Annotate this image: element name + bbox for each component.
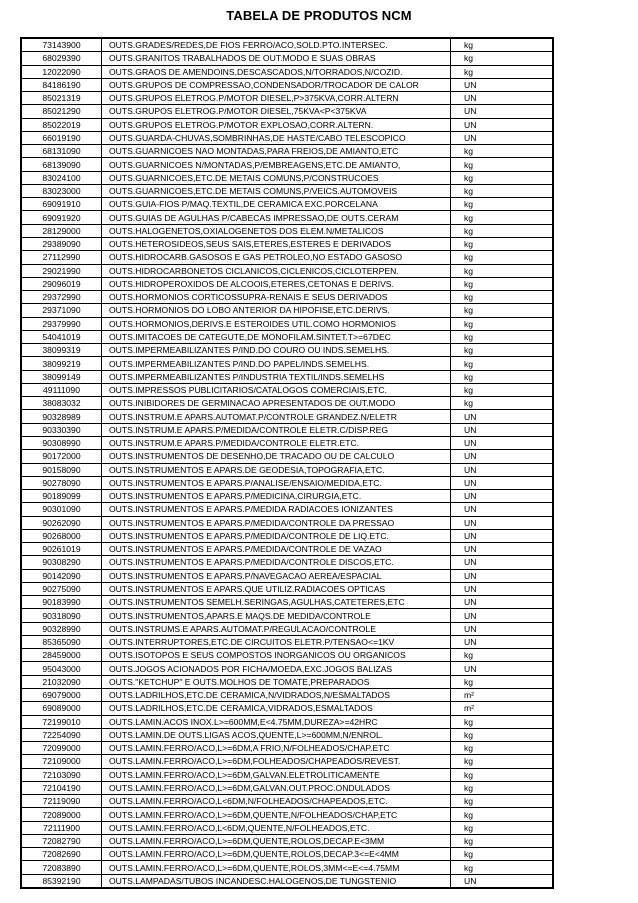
ncm-code-cell: 12022090 bbox=[22, 65, 102, 78]
ncm-code-cell: 90262090 bbox=[22, 516, 102, 529]
unit-cell: kg bbox=[451, 768, 553, 781]
ncm-code-cell: 29096019 bbox=[22, 277, 102, 290]
product-description-cell: OUTS.GUARNICOES NAO MONTADAS,PARA FREIOS,DE AMIANTO,ETC bbox=[102, 145, 451, 158]
product-description-cell: OUTS.INSTRUMENTOS E APARS.P/MEDIDA/CONTROLE DA PRESSAO bbox=[102, 516, 451, 529]
product-description-cell: OUTS.INSTRUMENTOS E APARS.P/MEDIDA RADIACOES IONIZANTES bbox=[102, 503, 451, 516]
table-row bbox=[22, 874, 553, 887]
unit-cell: kg bbox=[451, 795, 553, 808]
product-description-cell: OUTS.INSTRUMENTOS DE DESENHO,DE TRACADO OU DE CALCULO bbox=[102, 450, 451, 463]
unit-cell: kg bbox=[451, 675, 553, 688]
ncm-code-cell: 72111900 bbox=[22, 821, 102, 834]
ncm-code-cell: 90278090 bbox=[22, 476, 102, 489]
product-description-cell: OUTS.LAMIN.FERRO/ACO,L>=6DM,A FRIO,N/FOLHEADOS/CHAP.ETC bbox=[102, 742, 451, 755]
unit-cell: UN bbox=[451, 635, 553, 648]
unit-cell: kg bbox=[451, 317, 553, 330]
table-row bbox=[22, 622, 553, 635]
table-row bbox=[22, 662, 553, 675]
product-description-cell: OUTS.LAMIN.ACOS INOX.L>=600MM,E<4.75MM,DUREZA>=42HRC bbox=[102, 715, 451, 728]
unit-cell: kg bbox=[451, 370, 553, 383]
table-row bbox=[22, 184, 553, 197]
unit-cell: kg bbox=[451, 291, 553, 304]
ncm-code-cell: 27112990 bbox=[22, 251, 102, 264]
table-row bbox=[22, 463, 553, 476]
table-row bbox=[22, 476, 553, 489]
unit-cell: UN bbox=[451, 92, 553, 105]
product-description-cell: OUTS.HETEROSIDEOS,SEUS SAIS,ETERES,ESTERES E DERIVADOS bbox=[102, 237, 451, 250]
unit-cell: UN bbox=[451, 105, 553, 118]
unit-cell: UN bbox=[451, 503, 553, 516]
product-description-cell: OUTS.INSTRUM.E APARS.P/MEDIDA/CONTROLE ELETR.ETC. bbox=[102, 436, 451, 449]
table-row bbox=[22, 556, 553, 569]
table-row bbox=[22, 755, 553, 768]
unit-cell: kg bbox=[451, 158, 553, 171]
ncm-code-cell: 72083890 bbox=[22, 861, 102, 874]
table-row bbox=[22, 834, 553, 847]
unit-cell: kg bbox=[451, 821, 553, 834]
ncm-code-cell: 90189099 bbox=[22, 490, 102, 503]
ncm-code-cell: 72103090 bbox=[22, 768, 102, 781]
table-row bbox=[22, 490, 553, 503]
table-row bbox=[22, 596, 553, 609]
product-description-cell: OUTS.LAMIN.FERRO/ACO,L>=6DM,QUENTE,ROLOS,DECAP.E<3MM bbox=[102, 834, 451, 847]
unit-cell: UN bbox=[451, 450, 553, 463]
table-row bbox=[22, 436, 553, 449]
ncm-code-cell: 90328989 bbox=[22, 410, 102, 423]
table-row bbox=[22, 543, 553, 556]
ncm-code-cell: 29021990 bbox=[22, 264, 102, 277]
product-description-cell: OUTS.HORMONIOS DO LOBO ANTERIOR DA HIPOFISE,ETC.DERIVS. bbox=[102, 304, 451, 317]
ncm-code-cell: 66019190 bbox=[22, 131, 102, 144]
table-row bbox=[22, 304, 553, 317]
table-row bbox=[22, 649, 553, 662]
product-description-cell: OUTS.GRUPOS ELETROG.P/MOTOR DIESEL,75KVA<P<375KVA bbox=[102, 105, 451, 118]
product-description-cell: OUTS.INSTRUMENTOS E APARS.P/MEDICINA,CIRURGIA,ETC. bbox=[102, 490, 451, 503]
product-description-cell: OUTS.LAMIN.FERRO/ACO,L>=6DM,QUENTE,N/FOLHEADOS/CHAP,ETC bbox=[102, 808, 451, 821]
product-description-cell: OUTS.INSTRUMENTOS,APARS.E MAQS.DE MEDIDA/CONTROLE bbox=[102, 609, 451, 622]
ncm-table-frame bbox=[20, 37, 554, 889]
product-description-cell: OUTS.GRUPOS ELETROG.P/MOTOR EXPLOSAO,CORR.ALTERN. bbox=[102, 118, 451, 131]
product-description-cell: OUTS.HIDROPEROXIDOS DE ALCOOIS,ETERES,CETONAS E DERIVS. bbox=[102, 277, 451, 290]
unit-cell: UN bbox=[451, 490, 553, 503]
ncm-code-cell: 90308290 bbox=[22, 556, 102, 569]
ncm-code-cell: 83023000 bbox=[22, 184, 102, 197]
ncm-code-cell: 73143900 bbox=[22, 39, 102, 52]
table-row bbox=[22, 410, 553, 423]
table-row bbox=[22, 52, 553, 65]
ncm-code-cell: 90142090 bbox=[22, 569, 102, 582]
ncm-code-cell: 90183990 bbox=[22, 596, 102, 609]
ncm-code-cell: 84186190 bbox=[22, 78, 102, 91]
product-description-cell: OUTS.JOGOS ACIONADOS POR FICHA/MOEDA,EXC.JOGOS BALIZAS bbox=[102, 662, 451, 675]
unit-cell: kg bbox=[451, 649, 553, 662]
product-description-cell: OUTS.IMPRESSOS PUBLICITARIOS/CATALOGOS COMERCIAIS,ETC. bbox=[102, 383, 451, 396]
unit-cell: kg bbox=[451, 344, 553, 357]
table-row bbox=[22, 264, 553, 277]
unit-cell: kg bbox=[451, 184, 553, 197]
unit-cell: kg bbox=[451, 742, 553, 755]
table-row bbox=[22, 861, 553, 874]
table-row bbox=[22, 237, 553, 250]
product-description-cell: OUTS.LAMIN.FERRO/ACO,L>=6DM,GALVAN.ELETROLITICAMENTE bbox=[102, 768, 451, 781]
product-description-cell: OUTS.GUARNICOES N/MONTADAS,P/EMBREAGENS,ETC.DE AMIANTO, bbox=[102, 158, 451, 171]
product-description-cell: OUTS.IMITACOES DE CATEGUTE,DE MONOFILAM.SINTET.T>=67DEC bbox=[102, 330, 451, 343]
ncm-code-cell: 90275090 bbox=[22, 582, 102, 595]
table-row bbox=[22, 383, 553, 396]
table-row bbox=[22, 423, 553, 436]
table-row bbox=[22, 357, 553, 370]
ncm-code-cell: 38083032 bbox=[22, 397, 102, 410]
table-row bbox=[22, 78, 553, 91]
unit-cell: UN bbox=[451, 423, 553, 436]
table-row bbox=[22, 742, 553, 755]
ncm-code-cell: 49111090 bbox=[22, 383, 102, 396]
product-description-cell: OUTS.INSTRUMENTOS E APARS.P/MEDIDA/CONTROLE DE LIQ.ETC. bbox=[102, 529, 451, 542]
product-description-cell: OUTS."KETCHUP" E OUTS.MOLHOS DE TOMATE,PREPARADOS bbox=[102, 675, 451, 688]
ncm-code-cell: 72109000 bbox=[22, 755, 102, 768]
table-row bbox=[22, 344, 553, 357]
product-description-cell: OUTS.LAMIN.FERRO/ACO,L>=6DM,QUENTE,ROLOS,DECAP.3<=E<4MM bbox=[102, 848, 451, 861]
unit-cell: UN bbox=[451, 463, 553, 476]
product-description-cell: OUTS.GUARNICOES,ETC.DE METAIS COMUNS,P/VEICS.AUTOMOVEIS bbox=[102, 184, 451, 197]
unit-cell: kg bbox=[451, 357, 553, 370]
unit-cell: UN bbox=[451, 543, 553, 556]
product-description-cell: OUTS.LAMIN.DE OUTS.LIGAS ACOS,QUENTE,L>=600MM,N/ENROL. bbox=[102, 728, 451, 741]
product-description-cell: OUTS.GRUPOS ELETROG.P/MOTOR DIESEL,P>375KVA,CORR.ALTERN bbox=[102, 92, 451, 105]
product-description-cell: OUTS.INSTRUMENTOS SEMELH.SERINGAS,AGULHAS,CATETERES,ETC bbox=[102, 596, 451, 609]
table-row bbox=[22, 516, 553, 529]
product-description-cell: OUTS.HIDROCARBONETOS CICLANICOS,CICLENICOS,CICLOTERPEN. bbox=[102, 264, 451, 277]
table-row bbox=[22, 171, 553, 184]
product-description-cell: OUTS.LAMIN.FERRO/ACO,L>=6DM,QUENTE,ROLOS,3MM<=E<=4.75MM bbox=[102, 861, 451, 874]
ncm-code-cell: 54041019 bbox=[22, 330, 102, 343]
unit-cell: kg bbox=[451, 251, 553, 264]
product-description-cell: OUTS.INIBIDORES DE GERMINACAO APRESENTADOS DE OUT.MODO bbox=[102, 397, 451, 410]
product-description-cell: OUTS.LAMIN.FERRO/ACO,L>=6DM,FOLHEADOS/CHAPEADOS/REVEST. bbox=[102, 755, 451, 768]
unit-cell: UN bbox=[451, 874, 553, 887]
page-title: TABELA DE PRODUTOS NCM bbox=[226, 8, 412, 23]
product-description-cell: OUTS.INSTRUMENTOS E APARS.P/MEDIDA/CONTROLE DE VAZAO bbox=[102, 543, 451, 556]
table-row bbox=[22, 145, 553, 158]
product-description-cell: OUTS.GRAOS DE AMENDOINS,DESCASCADOS,N/TORRADOS,N/COZID. bbox=[102, 65, 451, 78]
table-row bbox=[22, 450, 553, 463]
unit-cell: kg bbox=[451, 145, 553, 158]
product-description-cell: OUTS.INSTRUM.E APARS.P/MEDIDA/CONTROLE ELETR.C/DISP.REG bbox=[102, 423, 451, 436]
unit-cell: kg bbox=[451, 330, 553, 343]
ncm-code-cell: 69091920 bbox=[22, 211, 102, 224]
table-row bbox=[22, 848, 553, 861]
ncm-code-cell: 90172000 bbox=[22, 450, 102, 463]
product-description-cell: OUTS.GRUPOS DE COMPRESSAO,CONDENSADOR/TROCADOR DE CALOR bbox=[102, 78, 451, 91]
ncm-code-cell: 85392190 bbox=[22, 874, 102, 887]
ncm-table-body bbox=[22, 39, 553, 888]
table-row bbox=[22, 211, 553, 224]
ncm-code-cell: 29371090 bbox=[22, 304, 102, 317]
unit-cell: kg bbox=[451, 728, 553, 741]
unit-cell: kg bbox=[451, 65, 553, 78]
ncm-code-cell: 68131090 bbox=[22, 145, 102, 158]
product-description-cell: OUTS.LAMIN.FERRO/ACO,L<6DM,QUENTE,N/FOLHEADOS,ETC. bbox=[102, 821, 451, 834]
unit-cell: UN bbox=[451, 622, 553, 635]
product-description-cell: OUTS.INSTRUMENTOS E APARS.P/MEDIDA/CONTROLE DISCOS,ETC. bbox=[102, 556, 451, 569]
ncm-code-cell: 68139090 bbox=[22, 158, 102, 171]
table-row bbox=[22, 118, 553, 131]
product-description-cell: OUTS.LAMIN.FERRO/ACO,L<6DM,N/FOLHEADOS/CHAPEADOS,ETC. bbox=[102, 795, 451, 808]
table-row bbox=[22, 702, 553, 715]
unit-cell: kg bbox=[451, 808, 553, 821]
table-row bbox=[22, 821, 553, 834]
unit-cell: kg bbox=[451, 848, 553, 861]
ncm-code-cell: 72089000 bbox=[22, 808, 102, 821]
table-row bbox=[22, 330, 553, 343]
ncm-code-cell: 29389090 bbox=[22, 237, 102, 250]
unit-cell: UN bbox=[451, 556, 553, 569]
product-description-cell: OUTS.LADRILHOS,ETC.DE CERAMICA,VIDRADOS,ESMALTADOS bbox=[102, 702, 451, 715]
table-row bbox=[22, 224, 553, 237]
ncm-code-cell: 29379990 bbox=[22, 317, 102, 330]
table-row bbox=[22, 65, 553, 78]
product-description-cell: OUTS.INSTRUMS.E APARS.AUTOMAT.P/REGULACAO/CONTROLE bbox=[102, 622, 451, 635]
product-description-cell: OUTS.LAMPADAS/TUBOS INCANDESC.HALOGENOS,DE TUNGSTENIO bbox=[102, 874, 451, 887]
ncm-code-cell: 83024100 bbox=[22, 171, 102, 184]
ncm-code-cell: 90318090 bbox=[22, 609, 102, 622]
unit-cell: UN bbox=[451, 131, 553, 144]
product-description-cell: OUTS.HORMONIOS CORTICOSSUPRA-RENAIS E SEUS DERIVADOS bbox=[102, 291, 451, 304]
unit-cell: UN bbox=[451, 476, 553, 489]
unit-cell: UN bbox=[451, 609, 553, 622]
table-row bbox=[22, 635, 553, 648]
ncm-code-cell: 72104190 bbox=[22, 781, 102, 794]
table-row bbox=[22, 105, 553, 118]
ncm-code-cell: 72119090 bbox=[22, 795, 102, 808]
product-description-cell: OUTS.IMPERMEABILIZANTES P/IND.DO PAPEL/INDS.SEMELHS. bbox=[102, 357, 451, 370]
table-row bbox=[22, 277, 553, 290]
ncm-code-cell: 38099219 bbox=[22, 357, 102, 370]
ncm-code-cell: 72099000 bbox=[22, 742, 102, 755]
ncm-code-cell: 90261019 bbox=[22, 543, 102, 556]
table-row bbox=[22, 317, 553, 330]
table-row bbox=[22, 503, 553, 516]
ncm-code-cell: 90158090 bbox=[22, 463, 102, 476]
product-description-cell: OUTS.IMPERMEABILIZANTES P/IND.DO COURO OU INDS.SEMELHS. bbox=[102, 344, 451, 357]
unit-cell: UN bbox=[451, 436, 553, 449]
table-row bbox=[22, 291, 553, 304]
unit-cell: kg bbox=[451, 781, 553, 794]
unit-cell: kg bbox=[451, 383, 553, 396]
unit-cell: kg bbox=[451, 277, 553, 290]
ncm-code-cell: 69089000 bbox=[22, 702, 102, 715]
ncm-code-cell: 72199010 bbox=[22, 715, 102, 728]
product-description-cell: OUTS.GUIAS DE AGULHAS P/CABECAS IMPRESSAO,DE OUTS.CERAM bbox=[102, 211, 451, 224]
unit-cell: UN bbox=[451, 78, 553, 91]
product-description-cell: OUTS.GUIA-FIOS P/MAQ.TEXTIL,DE CERAMICA EXC.PORCELANA bbox=[102, 198, 451, 211]
unit-cell: UN bbox=[451, 596, 553, 609]
table-row bbox=[22, 609, 553, 622]
table-row bbox=[22, 795, 553, 808]
product-description-cell: OUTS.INSTRUMENTOS E APARS.DE GEODESIA,TOPOGRAFIA,ETC. bbox=[102, 463, 451, 476]
unit-cell: kg bbox=[451, 755, 553, 768]
unit-cell: m² bbox=[451, 702, 553, 715]
product-description-cell: OUTS.GUARDA-CHUVAS,SOMBRINHAS,DE HASTE/CABO TELESCOPICO bbox=[102, 131, 451, 144]
unit-cell: kg bbox=[451, 52, 553, 65]
product-description-cell: OUTS.GUARNICOES,ETC.DE METAIS COMUNS,P/CONSTRUCOES bbox=[102, 171, 451, 184]
ncm-code-cell: 90301090 bbox=[22, 503, 102, 516]
ncm-code-cell: 21032090 bbox=[22, 675, 102, 688]
ncm-code-cell: 90308990 bbox=[22, 436, 102, 449]
unit-cell: kg bbox=[451, 304, 553, 317]
unit-cell: UN bbox=[451, 118, 553, 131]
table-row bbox=[22, 158, 553, 171]
unit-cell: UN bbox=[451, 410, 553, 423]
product-description-cell: OUTS.LADRILHOS,ETC.DE CERAMICA,N/VIDRADOS,N/ESMALTADOS bbox=[102, 689, 451, 702]
table-row bbox=[22, 39, 553, 52]
product-description-cell: OUTS.HALOGENETOS,OXIALOGENETOS DOS ELEM.N/METALICOS bbox=[102, 224, 451, 237]
ncm-code-cell: 38099149 bbox=[22, 370, 102, 383]
ncm-code-cell: 85021290 bbox=[22, 105, 102, 118]
unit-cell: UN bbox=[451, 582, 553, 595]
table-row bbox=[22, 781, 553, 794]
ncm-code-cell: 90268000 bbox=[22, 529, 102, 542]
unit-cell: UN bbox=[451, 529, 553, 542]
ncm-code-cell: 69079000 bbox=[22, 689, 102, 702]
unit-cell: kg bbox=[451, 211, 553, 224]
table-row bbox=[22, 370, 553, 383]
unit-cell: kg bbox=[451, 861, 553, 874]
product-description-cell: OUTS.GRANITOS TRABALHADOS DE OUT.MODO E SUAS OBRAS bbox=[102, 52, 451, 65]
unit-cell: UN bbox=[451, 516, 553, 529]
table-row bbox=[22, 198, 553, 211]
ncm-code-cell: 90330390 bbox=[22, 423, 102, 436]
table-row bbox=[22, 808, 553, 821]
ncm-code-cell: 85022019 bbox=[22, 118, 102, 131]
ncm-code-cell: 72254090 bbox=[22, 728, 102, 741]
ncm-code-cell: 85021319 bbox=[22, 92, 102, 105]
ncm-code-cell: 38099319 bbox=[22, 344, 102, 357]
unit-cell: m² bbox=[451, 689, 553, 702]
table-row bbox=[22, 131, 553, 144]
ncm-code-cell: 29372990 bbox=[22, 291, 102, 304]
table-row bbox=[22, 582, 553, 595]
table-row bbox=[22, 529, 553, 542]
unit-cell: kg bbox=[451, 224, 553, 237]
ncm-code-cell: 68029390 bbox=[22, 52, 102, 65]
product-description-cell: OUTS.IMPERMEABILIZANTES P/INDUSTRIA TEXTIL/INDS.SEMELHS bbox=[102, 370, 451, 383]
table-row bbox=[22, 768, 553, 781]
ncm-code-cell: 85365090 bbox=[22, 635, 102, 648]
ncm-code-cell: 28459000 bbox=[22, 649, 102, 662]
unit-cell: kg bbox=[451, 397, 553, 410]
unit-cell: kg bbox=[451, 39, 553, 52]
unit-cell: kg bbox=[451, 264, 553, 277]
ncm-table bbox=[21, 38, 553, 888]
unit-cell: UN bbox=[451, 569, 553, 582]
table-row bbox=[22, 715, 553, 728]
product-description-cell: OUTS.LAMIN.FERRO/ACO,L>=6DM,GALVAN.OUT.PROC.ONDULADOS bbox=[102, 781, 451, 794]
product-description-cell: OUTS.INSTRUMENTOS E APARS.QUE UTILIZ.RADIACOES OPTICAS bbox=[102, 582, 451, 595]
table-row bbox=[22, 397, 553, 410]
product-description-cell: OUTS.INSTRUMENTOS E APARS.P/NAVEGACAO AEREA/ESPACIAL bbox=[102, 569, 451, 582]
product-description-cell: OUTS.GRADES/REDES,DE FIOS FERRO/ACO,SOLD.PTO.INTERSEC. bbox=[102, 39, 451, 52]
unit-cell: kg bbox=[451, 171, 553, 184]
product-description-cell: OUTS.INSTRUM.E APARS.AUTOMAT.P/CONTROLE GRANDEZ.N/ELETR bbox=[102, 410, 451, 423]
table-row bbox=[22, 689, 553, 702]
ncm-code-cell: 69091910 bbox=[22, 198, 102, 211]
product-description-cell: OUTS.INSTRUMENTOS E APARS.P/ANALISE/ENSAIO/MEDIDA,ETC. bbox=[102, 476, 451, 489]
ncm-code-cell: 72082690 bbox=[22, 848, 102, 861]
ncm-code-cell: 95043000 bbox=[22, 662, 102, 675]
product-description-cell: OUTS.HIDROCARB.GASOSOS E GAS PETROLEO,NO ESTADO GASOSO bbox=[102, 251, 451, 264]
table-row bbox=[22, 675, 553, 688]
table-row bbox=[22, 728, 553, 741]
product-description-cell: OUTS.INTERRUPTORES,ETC.DE CIRCUITOS ELETR.P/TENSAO<=1KV bbox=[102, 635, 451, 648]
unit-cell: kg bbox=[451, 198, 553, 211]
ncm-code-cell: 72082790 bbox=[22, 834, 102, 847]
product-description-cell: OUTS.HORMONIOS,DERIVS.E ESTEROIDES UTIL.COMO HORMONIOS bbox=[102, 317, 451, 330]
ncm-code-cell: 28129000 bbox=[22, 224, 102, 237]
table-row bbox=[22, 251, 553, 264]
unit-cell: kg bbox=[451, 715, 553, 728]
table-row bbox=[22, 92, 553, 105]
product-description-cell: OUTS.ISOTOPOS E SEUS COMPOSTOS INORGANICOS OU ORGANICOS bbox=[102, 649, 451, 662]
unit-cell: kg bbox=[451, 237, 553, 250]
table-row bbox=[22, 569, 553, 582]
ncm-code-cell: 90328990 bbox=[22, 622, 102, 635]
unit-cell: UN bbox=[451, 662, 553, 675]
unit-cell: kg bbox=[451, 834, 553, 847]
